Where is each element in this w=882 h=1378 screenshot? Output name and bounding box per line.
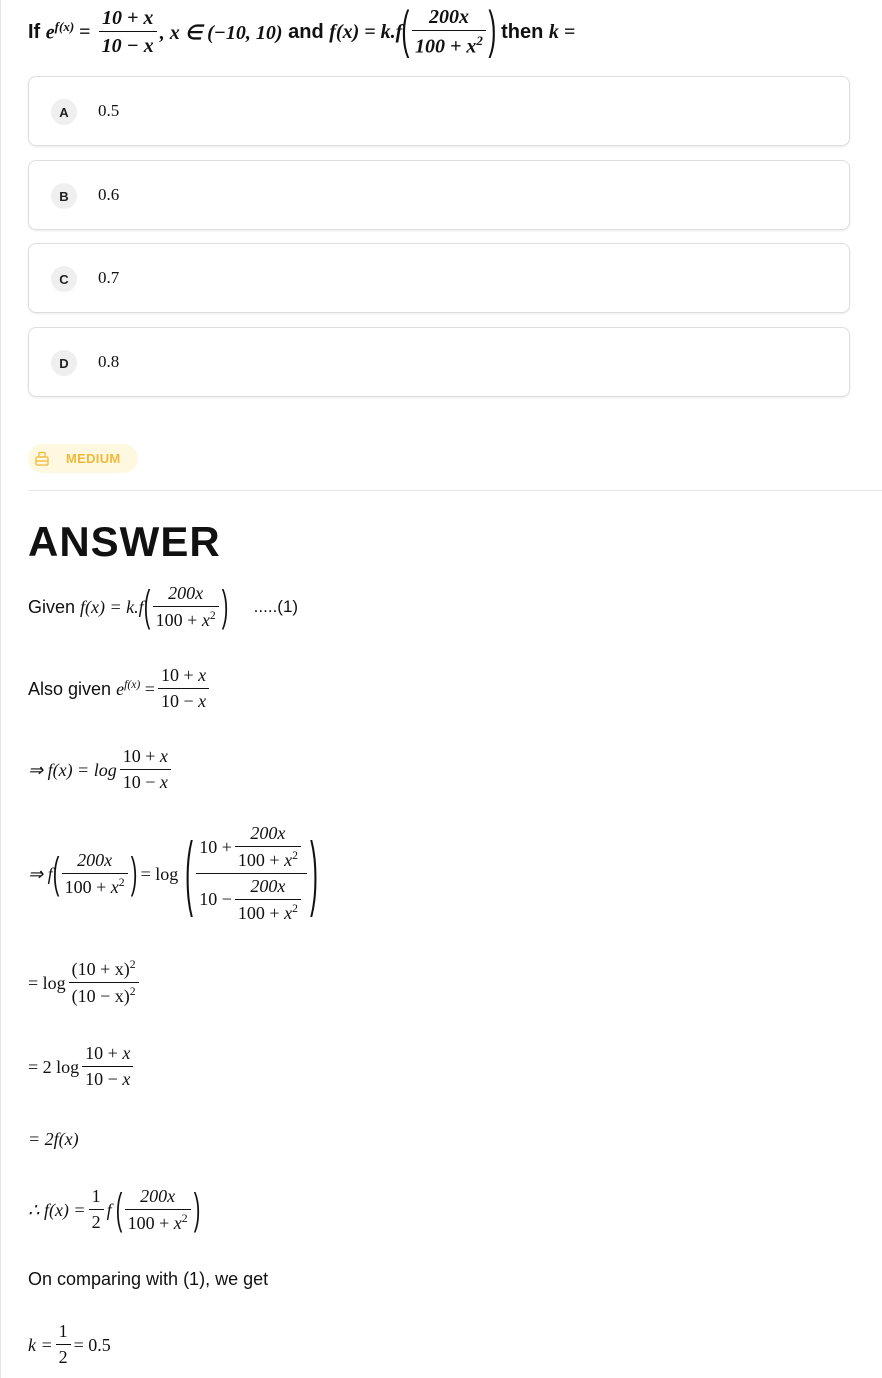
option-value: 0.7: [98, 268, 120, 287]
solution-line-9: On comparing with (1), we get: [28, 1268, 269, 1289]
solution-line-2: Also given $e^{f(x)}$ = $\frac{10 + x}{10 - x}$: [28, 664, 212, 714]
option-b[interactable]: [28, 160, 850, 230]
question-given-fraction: $\frac{10 + x}{10 - x}$: [99, 7, 157, 57]
difficulty-badge: [28, 444, 138, 473]
option-value: 0.5: [98, 101, 120, 120]
solution-line-4: ⇒ f ( $\frac{200x}{100 + x^2}$ ) = log ( 10 + $\frac{200x}{100 + x^2}$ 10 − $\frac{200x}{100 + x^2}$ ): [28, 823, 318, 923]
solution-line-1: Given f(x) = k.f ( $\frac{200x}{100 + x^2}$ ) .....(1): [28, 581, 299, 630]
question-if: If: [28, 20, 41, 43]
solution-line-10: k = $\frac{1}{2}$ = 0.5: [28, 1321, 111, 1367]
answer-heading: ANSWER: [28, 518, 221, 565]
question-exp: $e^{f(x)}$: [45, 19, 75, 44]
option-letter: A: [51, 99, 77, 125]
section-divider: [28, 490, 882, 491]
option-letter: D: [51, 350, 77, 376]
difficulty-icon: [34, 451, 50, 467]
difficulty-label: MEDIUM: [66, 451, 121, 466]
left-border: [0, 0, 1, 1378]
option-value: 0.6: [98, 185, 120, 204]
question-and: and: [288, 20, 324, 43]
option-c[interactable]: [28, 243, 850, 313]
question-k: k =: [548, 20, 576, 43]
solution-line-3: ⇒ f(x) = log $\frac{10 + x}{10 - x}$: [28, 745, 174, 795]
option-letter: C: [51, 266, 77, 292]
option-d[interactable]: [28, 327, 850, 397]
solution-line-6: = 2 log $\frac{10 + x}{10 - x}$: [28, 1042, 136, 1092]
solution-line-5: = log $\frac{(10 + x)^2}{(10 - x)^2}$: [28, 957, 142, 1009]
question-then: then: [501, 20, 544, 43]
option-a[interactable]: [28, 76, 850, 146]
question-stem: If $e^{f(x)}$ = $\frac{10 + x}{10 - x}$ , x ∈ (−10, 10) and f(x) = k.f ( $\frac{200x}{100 + x^2}$ ) then k =: [28, 2, 576, 60]
question-domain: , x ∈ (−10, 10): [159, 21, 283, 44]
option-letter: B: [51, 183, 77, 209]
question-fx: f(x) = k.f: [329, 20, 403, 43]
solution-line-8: ∴ f(x) = $\frac{1}{2}$ f ( $\frac{200x}{100 + x^2}$ ): [28, 1184, 200, 1233]
question-arg-fraction: $\frac{200x}{100 + x^2}$: [412, 6, 486, 58]
option-value: 0.8: [98, 352, 120, 371]
solution-line-7: = 2f(x): [28, 1128, 79, 1149]
